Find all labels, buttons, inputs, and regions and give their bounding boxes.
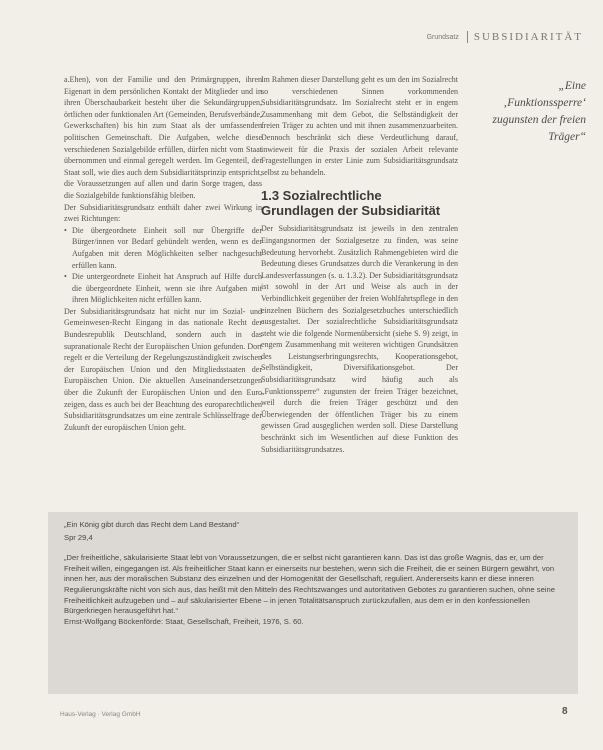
footer-publisher: Haus-Verlag · Verlag GmbH	[60, 711, 141, 718]
middle-paragraph-2: Der Subsidiaritätsgrundsatz ist jeweils in den zentralen Eingangsnormen der Sozialgesetze zu finden, was seine Bedeutung hervorhebt. Zusätzlich Rahmengebieten wird die Bedeutung dieses Grundsatzes durch die Verankerung in den Landesverfassungen (s. u. 1.3.2). Der Subsidiaritätsgrundsatz ist sowohl in der Art und Weise als auch in der Verbindlichkeit gegenüber der freien Wohlfahrtspflege in den einzelnen Büchern des Sozialgesetzbuches unterschiedlich ausgestaltet. Der sozialrechtliche Subsidiaritätsgrundsatz steht wie die folgende Normenübersicht (siehe S. 9) zeigt, in engem Zusammenhang mit weiteren wichtigen Grundsätzen des Leistungserbringungsrechts, Kooperationsgebot, Selbständigkeit, Diversifikationsgebot. Der Subsidiaritätsgrundsatz wird häufig auch als „Funktionssperre“ zugunsten der freien Träger bezeichnet, weil durch die freien Träger geschützt und den Überwiegenden der öffentlichen Träger bis zu einem gewissen Grad ausgeglichen werden soll. Diese Darstellung beschränkt sich im Wesentlichen auf diese Funktion des Subsidiaritätsgrundsatzes.	[261, 224, 458, 454]
quote-2-text: „Der freiheitliche, säkularisierte Staat lebt von Voraussetzungen, die er selbst nicht garantieren kann. Das ist das große Wagnis, das er, um der Freiheit willen, eingegangen ist. Als freiheitlicher Staat kann er einerseits nur bestehen, wenn sich die Freiheit, die er seinen Bürgern gewährt, von innen her, aus der moralischen Substanz des einzelnen und der Homogenität der Gesellschaft, reguliert. Andererseits kann er diese inneren Regulierungskräfte nicht von sich aus, das heißt mit den Mitteln des Rechtszwanges und autoritativen Gebotes zu garantieren suchen, ohne seine Freiheitlichkeit aufzugeben und – auf säkularisierter Ebene – in jenen Totalitätsanspruch zurückzufallen, aus dem er in den konfessionellen Bürgerkriegen herausgeführt hat.“	[64, 553, 555, 616]
left-text-column	[64, 74, 262, 433]
left-paragraph-3: Der Subsidiaritätsgrundsatz hat nicht nur im Sozial- und Gemeinwesen-Recht Eingang in das nationale Recht der Bundesrepublik Deutschland, sondern auch in das supranationale Recht der Europäischen Union gefunden. Dort regelt er die Verteilung der Regelungszuständigkeit zwischen der Europäischen Union und den Mitgliedsstaaten der Europäischen Union. Die aktuellen Auseinandersetzungen über die Zukunft der Europäischen Union und den Euro zeigen, dass es auch bei der Beachtung des europarechtlichen Subsidiaritätsgrundsatzes um eine zentrale Schlüsselfrage der Zukunft der europäischen Union geht.	[64, 306, 262, 432]
margin-pull-quote: „Eine ‚Funktionssperre‘ zugunsten der freien Träger“	[492, 80, 586, 143]
running-head	[427, 30, 583, 44]
quote-box	[48, 512, 578, 694]
middle-text-column	[261, 74, 458, 455]
bullet-text-2: Die untergeordnete Einheit hat Anspruch auf Hilfe durch die übergeordnete Einheit, wenn sie ihre Aufgaben mit ihren Möglichkeiten nicht erfüllen kann.	[72, 272, 262, 305]
bullet-text-1: Die übergeordnete Einheit soll nur Übergriffe der Bürger/innen vor Bedarf gebündelt werden, wenn es der Aufgaben mit deren Möglichkeiten selber nachgesucht erfüllen kann.	[72, 225, 262, 270]
bullet-dot-icon: •	[64, 225, 67, 235]
bullet-dot-icon: •	[64, 272, 67, 282]
running-head-label: Grundsatz	[426, 33, 459, 41]
left-paragraph-1: a.Ehen), von der Familie und den Primärgruppen, ihren Eigenart in dem persönlichen Kontakt der Mitglieder und in ihren Überschaubarkeit besteht über die Sekundärgruppen, örtlichen oder funktionalen Art (Gemeinden, Berufsverbände, Gewerkschaften) bis hin zum Staat als der umfassenden politischen Gemeinschaft. Die Aufgaben, welche diese verschiedenen Sozialgebilde erfüllen, dürfen nicht vom Staat übernommen und einmal geregelt werden. Im Gegenteil, der Staat soll, wie dies auch dem Subsidiaritätsprinzip entspricht, die Voraussetzungen auf allen und darin Sorge tragen, dass die Sozialgebilde funktionsfähig bleiben.	[64, 75, 262, 200]
page-number: 8	[562, 706, 568, 717]
middle-paragraph-1: Im Rahmen dieser Darstellung geht es um den im Sozialrecht so verschiedenen Sinnen vorkommenden Subsidiaritätsgrundsatz. Im Sozialrecht steht er in engem Zusammenhang mit dem Gebot, die Selbständigkeit der freien Träger zu achten und mit ihnen zusammenzuarbeiten. Dennoch beschränkt sich diese Verdeutlichung darauf, inwieweit für die Praxis der sozialen Arbeit relevante Fragestellungen in erster Linie zum Subsidiaritätsgrundsatz selbst zu behandeln.	[261, 75, 458, 177]
running-head-title: SUBSIDIARITÄT	[473, 31, 583, 43]
quote-1-source: Spr 29,4	[64, 532, 93, 542]
quote-2-source: Ernst-Wolfgang Böckenförde: Staat, Gesellschaft, Freiheit, 1976, S. 60.	[64, 616, 304, 626]
section-heading: 1.3 Sozialrechtliche Grundlagen der Subsidiarität	[261, 188, 441, 219]
bullet-item-1	[64, 225, 262, 271]
running-head-divider	[467, 31, 468, 43]
left-paragraph-2: Der Subsidiaritätsgrundsatz enthält daher zwei Wirkung in zwei Richtungen:	[64, 202, 262, 224]
quote-1-text: „Ein König gibt durch das Recht dem Land Bestand“	[64, 520, 240, 529]
bullet-item-2	[64, 271, 262, 306]
